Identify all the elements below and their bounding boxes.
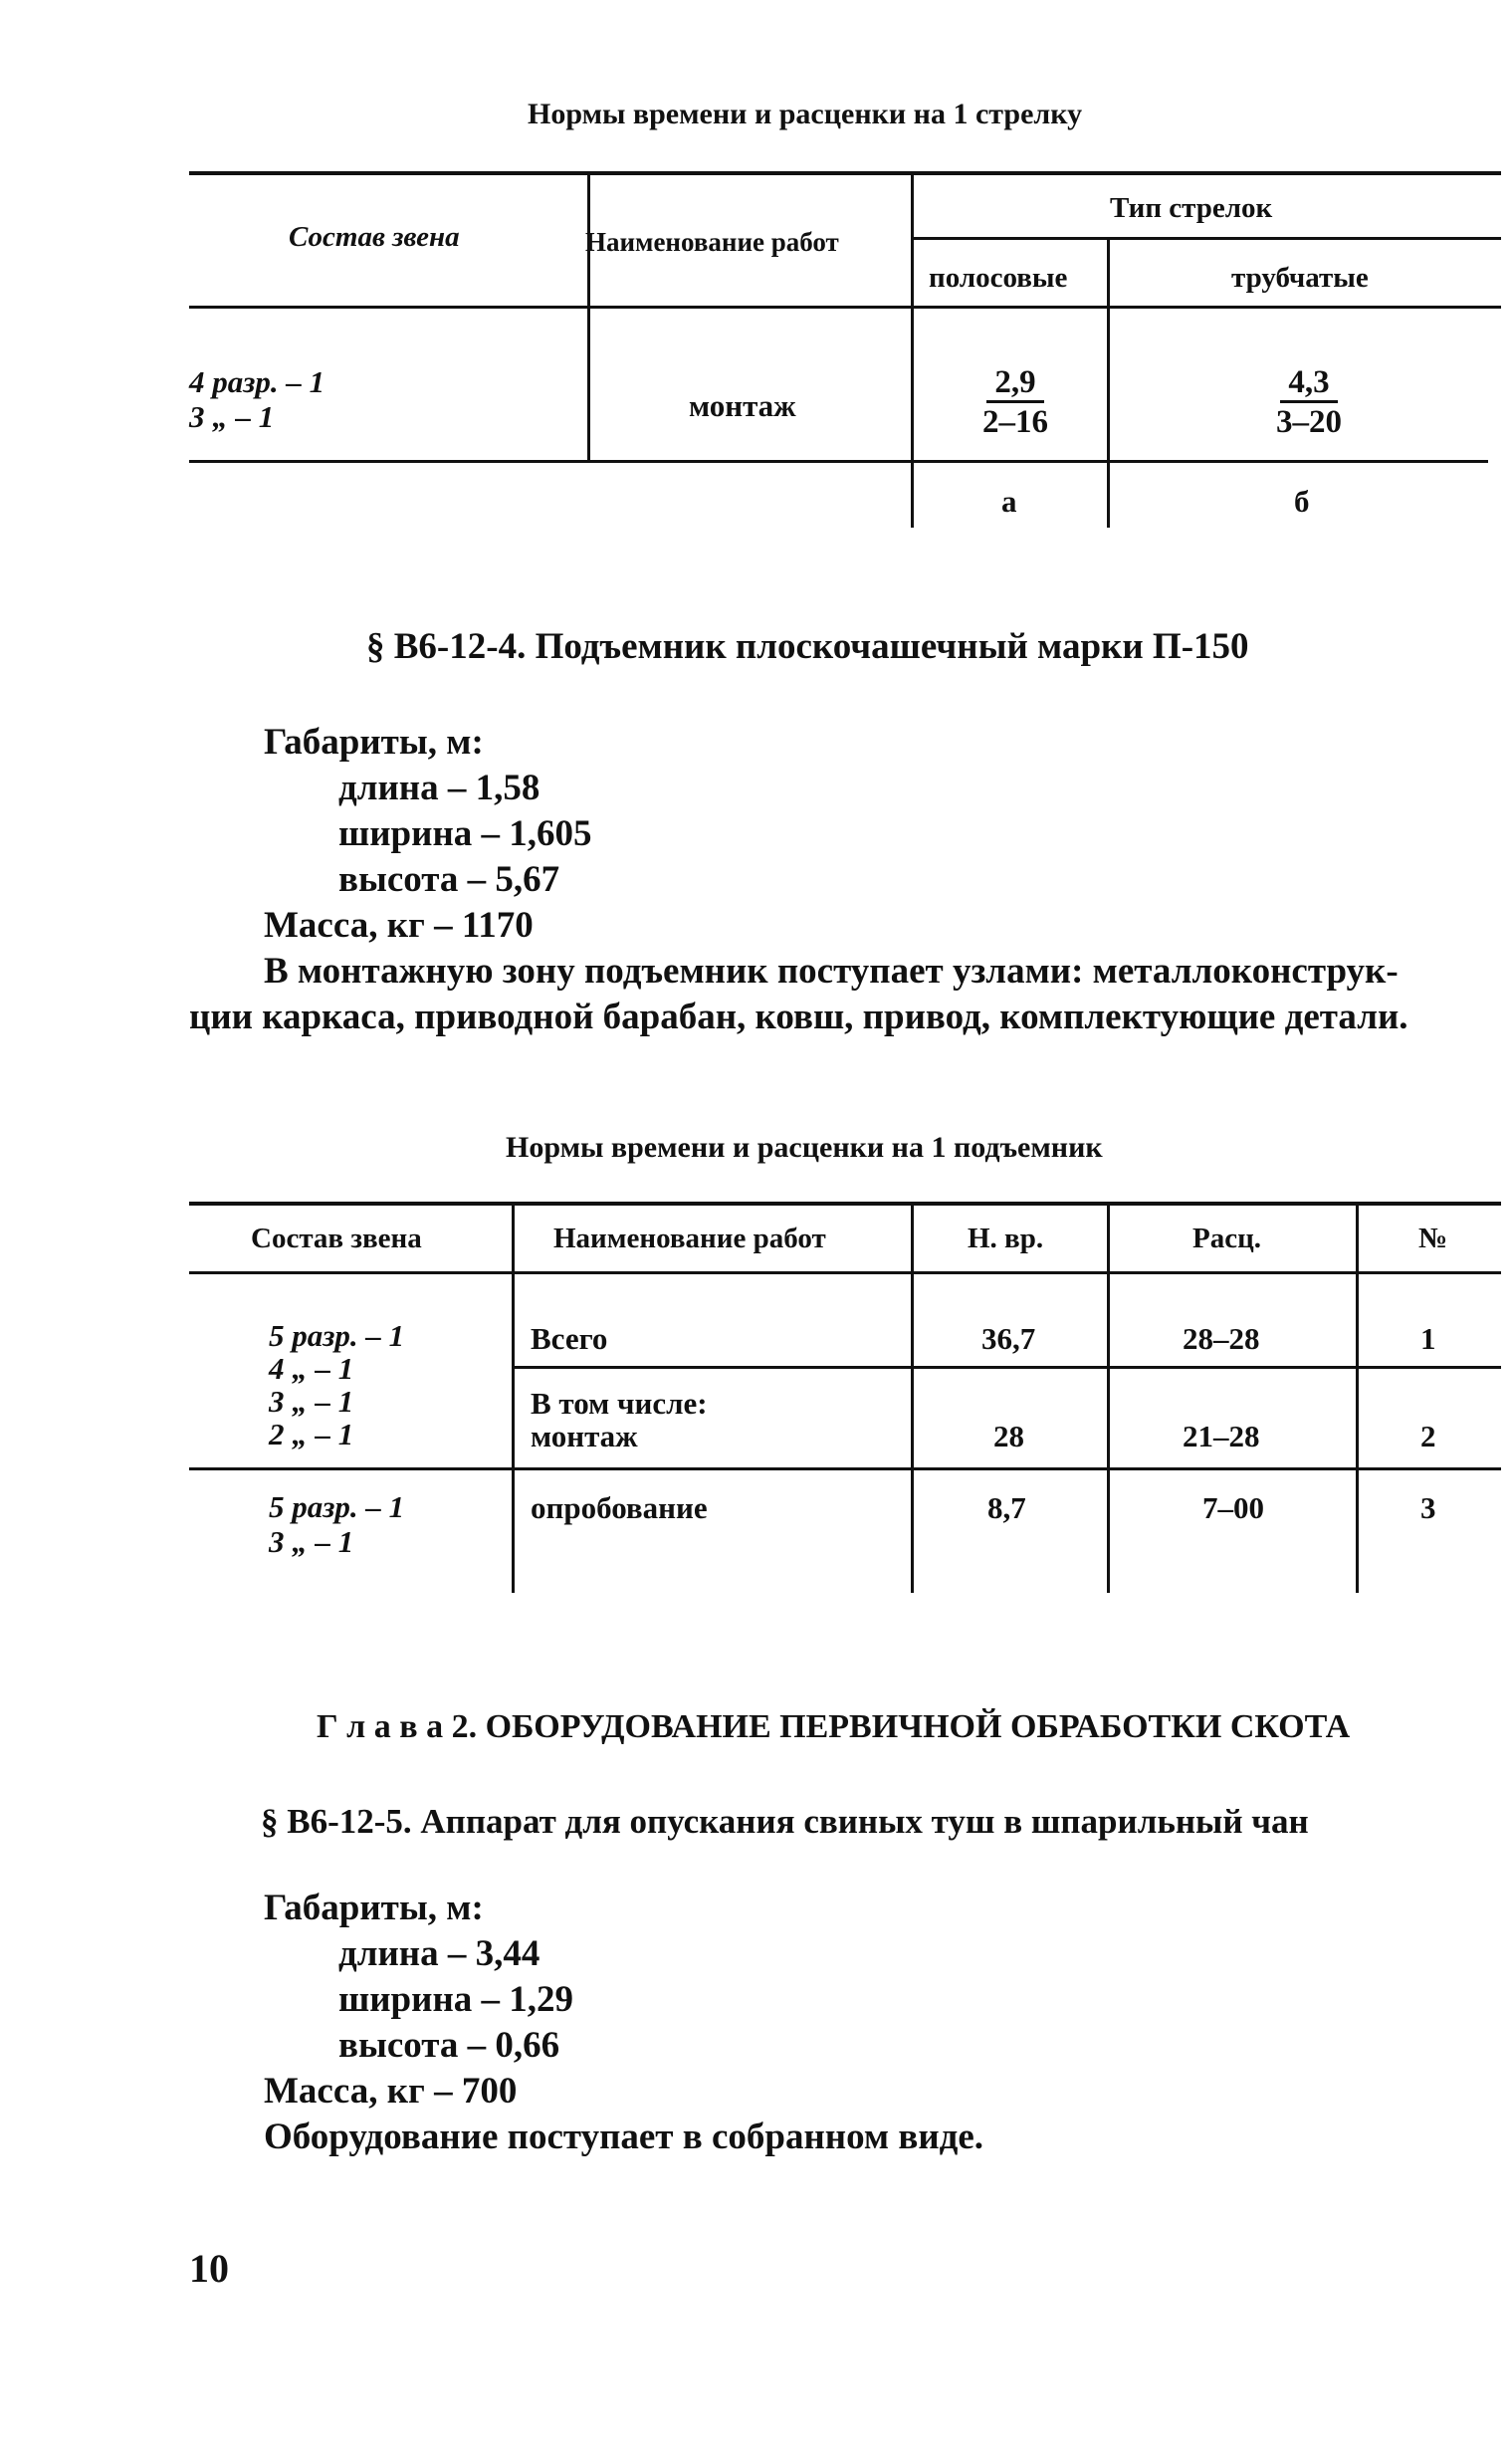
table1-tube-top: 4,3 xyxy=(1280,364,1337,403)
section1-width: ширина – 1,605 xyxy=(338,813,592,854)
table1-crew-line-1: 4 разр. – 1 xyxy=(189,364,325,399)
table2-top-rule xyxy=(189,1202,1501,1206)
table2-row1-norm: 36,7 xyxy=(981,1321,1036,1356)
page-number: 10 xyxy=(189,2246,229,2291)
table2-header-work: Наименование работ xyxy=(553,1223,826,1254)
chapter-title: Г л а в а 2. ОБОРУДОВАНИЕ ПЕРВИЧНОЙ ОБРАБОТКИ СКОТА xyxy=(317,1708,1351,1745)
section2-dims-title: Габариты, м: xyxy=(264,1888,484,1928)
section2-length: длина – 3,44 xyxy=(338,1933,540,1974)
table2-crew1-line-4: 2 „ – 1 xyxy=(269,1417,354,1451)
table2-divider-1 xyxy=(512,1202,515,1593)
section1-length: длина – 1,58 xyxy=(338,768,540,808)
section2-height: высота – 0,66 xyxy=(338,2025,560,2066)
table2-row2-work: монтаж xyxy=(531,1419,638,1453)
section1-dims-title: Габариты, м: xyxy=(264,722,484,763)
section2-mass: Масса, кг – 700 xyxy=(264,2071,518,2112)
table2-row1-number: 1 xyxy=(1420,1321,1436,1356)
table2-divider-2 xyxy=(911,1202,914,1593)
table2-row2-rate: 21–28 xyxy=(1183,1419,1260,1453)
table2-row1-work: Всего xyxy=(531,1321,608,1356)
table1-crew-line-2: 3 „ – 1 xyxy=(189,399,275,434)
table2-row2-work-intro: В том числе: xyxy=(531,1386,708,1421)
table1-header-crew: Состав звена xyxy=(289,221,460,253)
table2-row3-number: 3 xyxy=(1420,1490,1436,1525)
table1-tube-fraction xyxy=(1239,364,1379,441)
table2-caption: Нормы времени и расценки на 1 подъемник xyxy=(506,1131,1103,1164)
table1-header-rule xyxy=(189,306,1501,309)
table2-crew2-line-2: 3 „ – 1 xyxy=(269,1524,354,1559)
table1-divider-2 xyxy=(911,171,914,528)
table1-bottom-rule xyxy=(189,460,1488,463)
table2-header-rate: Расц. xyxy=(1192,1223,1262,1254)
table2-crew1-line-1: 5 разр. – 1 xyxy=(269,1318,405,1353)
table2-header-number: № xyxy=(1418,1223,1448,1254)
section1-heading: § В6-12-4. Подъемник плоскочашечный марки П-150 xyxy=(366,626,1249,667)
table2-row3-rate: 7–00 xyxy=(1202,1490,1264,1525)
table2-divider-3 xyxy=(1107,1202,1110,1593)
table2-row2-number: 2 xyxy=(1420,1419,1436,1453)
section1-mass: Масса, кг – 1170 xyxy=(264,905,534,946)
table2-divider-4 xyxy=(1356,1202,1359,1593)
section1-paragraph-line-1: В монтажную зону подъемник поступает узлами: металлоконструк- xyxy=(264,951,1399,992)
table2-header-crew: Состав звена xyxy=(251,1223,422,1254)
table1-header-tube: трубчатые xyxy=(1231,262,1369,294)
table2-row1-rate: 28–28 xyxy=(1183,1321,1260,1356)
table1-header-type: Тип стрелок xyxy=(1110,192,1273,224)
section2-width: ширина – 1,29 xyxy=(338,1979,574,2020)
table1-subheader-rule xyxy=(914,237,1501,240)
table2-row3-work: опробование xyxy=(531,1490,708,1525)
table2-crew1-line-2: 4 „ – 1 xyxy=(269,1351,354,1386)
section2-heading: § В6-12-5. Аппарат для опускания свиных туш в шпарильный чан xyxy=(261,1802,1309,1841)
section1-paragraph-line-2: ции каркаса, приводной барабан, ковш, привод, комплектующие детали. xyxy=(189,997,1408,1037)
table1-caption: Нормы времени и расценки на 1 стрелку xyxy=(528,98,1083,130)
section2-paragraph: Оборудование поступает в собранном виде. xyxy=(264,2117,984,2157)
table2-crew1-line-3: 3 „ – 1 xyxy=(269,1384,354,1419)
table1-col-label-a: а xyxy=(1001,484,1017,519)
table2-crew2-line-1: 5 разр. – 1 xyxy=(269,1489,405,1524)
table1-work-value: монтаж xyxy=(689,388,796,423)
table1-header-work: Наименование работ xyxy=(585,227,839,257)
table1-divider-1 xyxy=(587,171,590,462)
table1-tube-bottom: 3–20 xyxy=(1276,404,1342,440)
table2-row2-norm: 28 xyxy=(993,1419,1024,1453)
table2-header-norm: Н. вр. xyxy=(968,1223,1044,1254)
table2-row1-rule xyxy=(514,1366,1501,1369)
table2-row3-norm: 8,7 xyxy=(987,1490,1026,1525)
table2-header-rule xyxy=(189,1271,1501,1274)
table1-col-label-b: б xyxy=(1294,484,1310,519)
table1-divider-3 xyxy=(1107,237,1110,528)
table1-top-rule xyxy=(189,171,1501,175)
table2-group-rule xyxy=(189,1467,1501,1470)
table1-strip-bottom: 2–16 xyxy=(982,404,1048,440)
table1-strip-top: 2,9 xyxy=(986,364,1043,403)
table1-header-strip: полосовые xyxy=(929,262,1068,294)
table1-strip-fraction xyxy=(946,364,1085,441)
section1-height: высота – 5,67 xyxy=(338,859,560,900)
